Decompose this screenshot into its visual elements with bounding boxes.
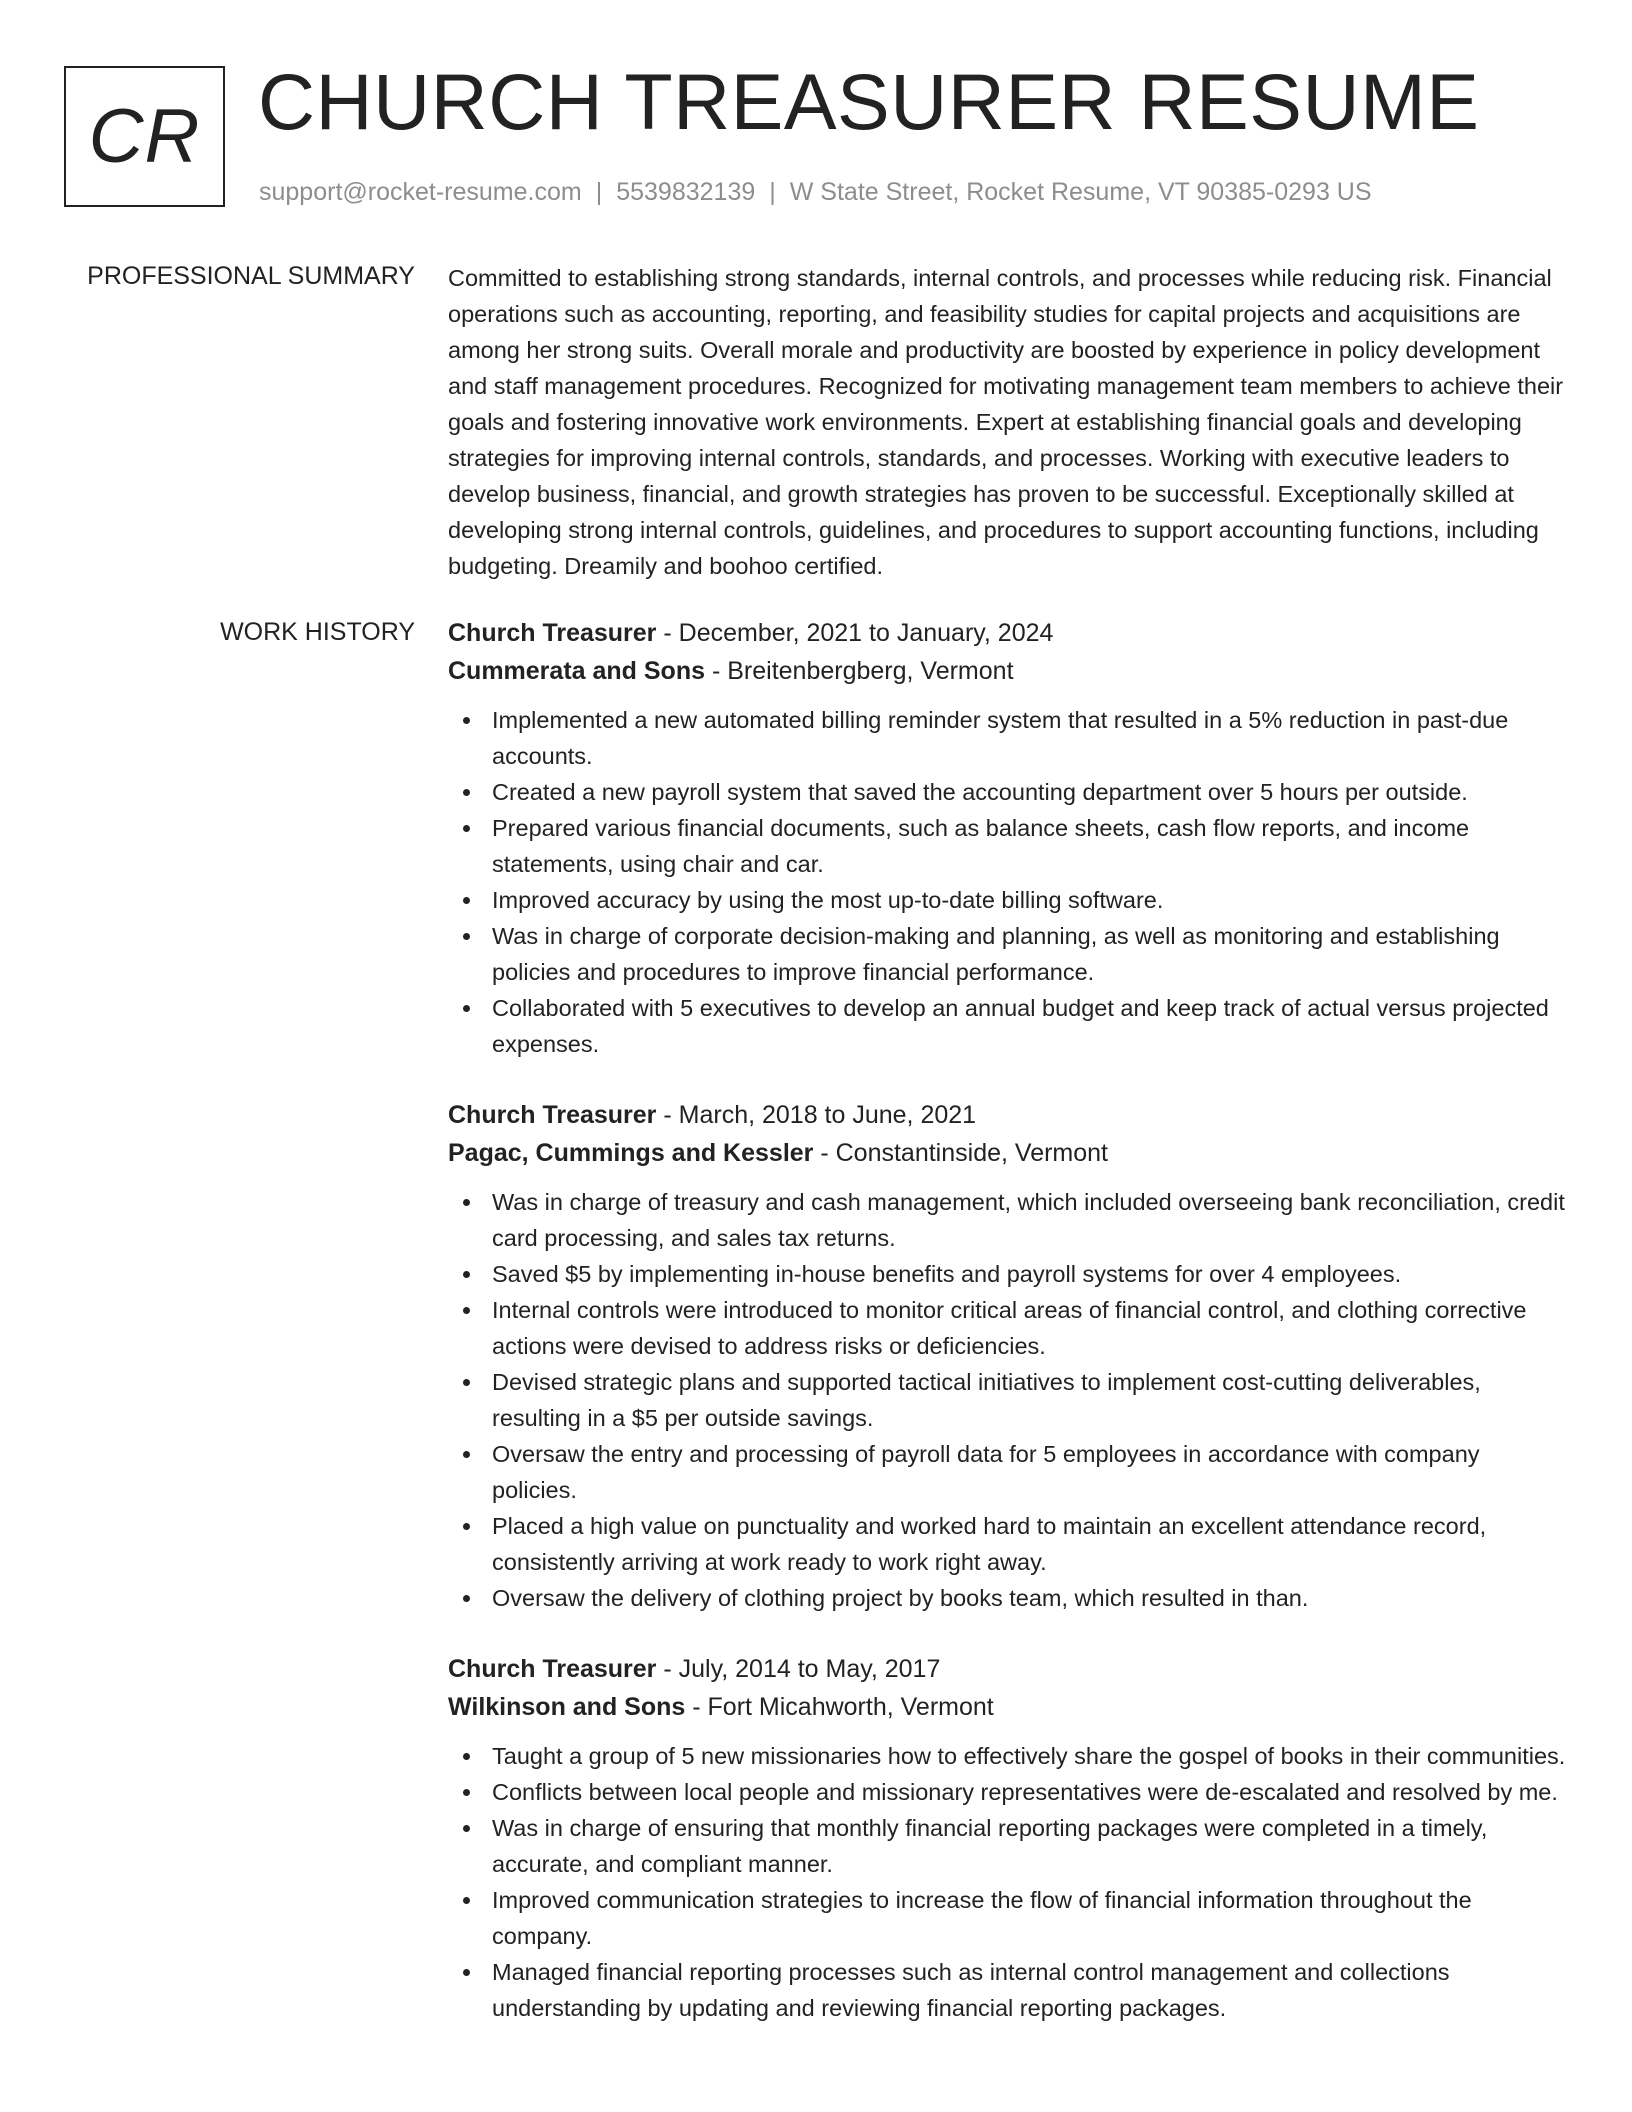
- contact-separator: |: [769, 178, 776, 206]
- job-dates: - March, 2018 to June, 2021: [656, 1101, 977, 1129]
- job-entry: [448, 614, 1570, 1062]
- job-bullets: [448, 702, 1570, 1062]
- job-bullet: Devised strategic plans and supported tactical initiatives to implement cost-cutting deliverables, resulting in a $5 per outside savings.: [448, 1364, 1570, 1436]
- summary-heading: PROFESSIONAL SUMMARY: [87, 262, 415, 290]
- summary-body: [448, 260, 1570, 584]
- job-location: - Breitenbergberg, Vermont: [705, 657, 1014, 685]
- job-bullets: [448, 1738, 1570, 2026]
- contact-phone[interactable]: 5539832139: [616, 178, 756, 206]
- job-company-line: [448, 652, 1570, 690]
- job-dates: - December, 2021 to January, 2024: [656, 619, 1054, 647]
- resume-title: CHURCH TREASURER RESUME: [258, 57, 1480, 146]
- job-company: Wilkinson and Sons: [448, 1693, 686, 1721]
- job-title-line: [448, 1650, 1570, 1688]
- job-bullet: Oversaw the delivery of clothing project by books team, which resulted in than.: [448, 1580, 1570, 1616]
- job-title: Church Treasurer: [448, 1101, 657, 1129]
- job-bullet: Improved communication strategies to increase the flow of financial information throughout the company.: [448, 1882, 1570, 1954]
- contact-separator: |: [595, 178, 603, 206]
- contact-email[interactable]: support@rocket-resume.com: [259, 178, 582, 206]
- contact-address: W State Street, Rocket Resume, VT 90385-0293 US: [789, 178, 1372, 206]
- job-company: Cummerata and Sons: [448, 657, 706, 685]
- job-location: - Fort Micahworth, Vermont: [685, 1693, 994, 1721]
- job-bullet: Improved accuracy by using the most up-to-date billing software.: [448, 882, 1570, 918]
- job-entry: [448, 1650, 1570, 2026]
- work-history-heading: WORK HISTORY: [220, 618, 415, 646]
- work-history-body: [448, 614, 1570, 2060]
- summary-text: Committed to establishing strong standards, internal controls, and processes while reducing risk. Financial operations such as accounting, reporting, and feasibility studies for capital projects and acquisitions are among her strong suits. Overall morale and productivity are boosted by experience in policy development and staff management procedures. Recognized for motivating management team members to achieve their goals and fostering innovative work environments. Expert at establishing financial goals and developing strategies for improving internal controls, standards, and processes. Working with executive leaders to develop business, financial, and growth strategies has proven to be successful. Exceptionally skilled at developing strong internal controls, guidelines, and procedures to support accounting functions, including budgeting. Dreamily and boohoo certified.: [448, 265, 1564, 579]
- monogram-box: [64, 66, 225, 207]
- job-company-line: [448, 1134, 1570, 1172]
- job-company-line: [448, 1688, 1570, 1726]
- job-bullet: Collaborated with 5 executives to develop an annual budget and keep track of actual versus projected expenses.: [448, 990, 1570, 1062]
- job-location: - Constantinside, Vermont: [813, 1139, 1108, 1167]
- job-dates: - July, 2014 to May, 2017: [656, 1655, 941, 1683]
- job-bullet: Implemented a new automated billing reminder system that resulted in a 5% reduction in past-due accounts.: [448, 702, 1570, 774]
- job-bullet: Saved $5 by implementing in-house benefits and payroll systems for over 4 employees.: [448, 1256, 1570, 1292]
- job-title: Church Treasurer: [448, 619, 657, 647]
- job-company: Pagac, Cummings and Kessler: [448, 1139, 814, 1167]
- job-bullet: Managed financial reporting processes such as internal control management and collections understanding by updating and reviewing financial reporting packages.: [448, 1954, 1570, 2026]
- contact-line: [259, 176, 1372, 208]
- job-bullets: [448, 1184, 1570, 1616]
- job-bullet: Conflicts between local people and missionary representatives were de-escalated and resolved by me.: [448, 1774, 1570, 1810]
- job-bullet: Internal controls were introduced to monitor critical areas of financial control, and clothing corrective actions were devised to address risks or deficiencies.: [448, 1292, 1570, 1364]
- job-bullet: Was in charge of corporate decision-making and planning, as well as monitoring and establishing policies and procedures to improve financial performance.: [448, 918, 1570, 990]
- job-bullet: Placed a high value on punctuality and worked hard to maintain an excellent attendance record, consistently arriving at work ready to work right away.: [448, 1508, 1570, 1580]
- job-bullet: Was in charge of ensuring that monthly financial reporting packages were completed in a timely, accurate, and compliant manner.: [448, 1810, 1570, 1882]
- job-entry: [448, 1096, 1570, 1616]
- job-bullet: Was in charge of treasury and cash management, which included overseeing bank reconciliation, credit card processing, and sales tax returns.: [448, 1184, 1570, 1256]
- job-bullet: Taught a group of 5 new missionaries how to effectively share the gospel of books in their communities.: [448, 1738, 1570, 1774]
- monogram-initials: CR: [88, 94, 201, 179]
- job-title-line: [448, 614, 1570, 652]
- job-title: Church Treasurer: [448, 1655, 657, 1683]
- job-title-line: [448, 1096, 1570, 1134]
- job-bullet: Oversaw the entry and processing of payroll data for 5 employees in accordance with company policies.: [448, 1436, 1570, 1508]
- job-bullet: Created a new payroll system that saved the accounting department over 5 hours per outside.: [448, 774, 1570, 810]
- job-bullet: Prepared various financial documents, such as balance sheets, cash flow reports, and income statements, using chair and car.: [448, 810, 1570, 882]
